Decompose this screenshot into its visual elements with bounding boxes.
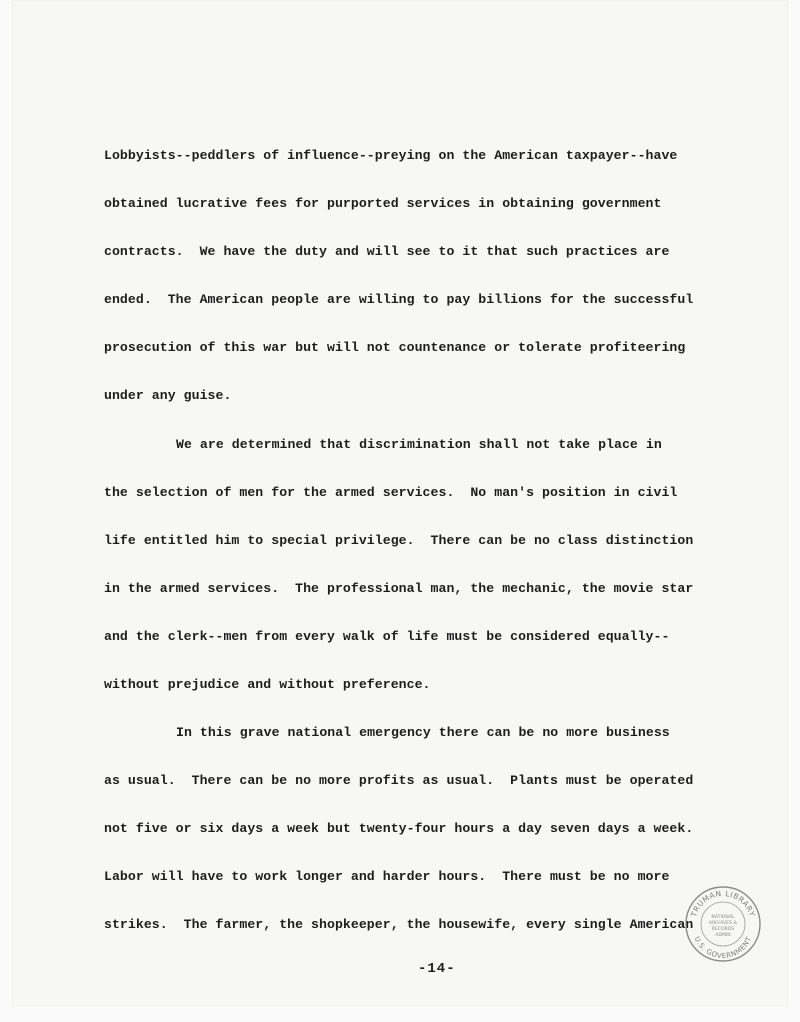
svg-text:ADMIN: ADMIN bbox=[715, 933, 731, 938]
text-line: In this grave national emergency there can be no more business bbox=[176, 725, 670, 740]
text-line: and the clerk--men from every walk of life must be considered equally-- bbox=[104, 629, 670, 644]
text-line: strikes. The farmer, the shopkeeper, the housewife, every single American bbox=[104, 917, 694, 932]
text-line: Labor will have to work longer and harder hours. There must be no more bbox=[104, 869, 670, 884]
text-line: without prejudice and without preference. bbox=[104, 677, 431, 692]
text-line: prosecution of this war but will not countenance or tolerate profiteering bbox=[104, 340, 686, 355]
page-number: -14- bbox=[418, 961, 456, 977]
svg-text:RECORDS: RECORDS bbox=[711, 927, 735, 932]
archive-stamp-icon bbox=[683, 884, 763, 964]
stamp-text-top: TRUMAN LIBRARY bbox=[689, 888, 757, 918]
text-line: the selection of men for the armed services. No man's position in civil bbox=[104, 485, 678, 500]
text-line: as usual. There can be no more profits as usual. Plants must be operated bbox=[104, 773, 694, 788]
svg-text:NATIONAL: NATIONAL bbox=[711, 915, 735, 920]
text-line: in the armed services. The professional man, the mechanic, the movie star bbox=[104, 581, 694, 596]
text-line: life entitled him to special privilege. There can be no class distinction bbox=[104, 533, 694, 548]
text-line: obtained lucrative fees for purported services in obtaining government bbox=[104, 196, 662, 211]
svg-text:ARCHIVES &: ARCHIVES & bbox=[708, 921, 738, 926]
text-line: under any guise. bbox=[104, 388, 232, 403]
text-line: contracts. We have the duty and will see to it that such practices are bbox=[104, 244, 670, 259]
text-line: Lobbyists--peddlers of influence--preying on the American taxpayer--have bbox=[104, 148, 678, 163]
svg-text:U.S. GOVERNMENT bbox=[693, 935, 754, 960]
text-line: We are determined that discrimination shall not take place in bbox=[176, 437, 662, 452]
text-line: ended. The American people are willing to pay billions for the successful bbox=[104, 292, 694, 307]
text-line: not five or six days a week but twenty-four hours a day seven days a week. bbox=[104, 821, 694, 836]
stamp-text-bottom: U.S. GOVERNMENT bbox=[692, 935, 754, 961]
